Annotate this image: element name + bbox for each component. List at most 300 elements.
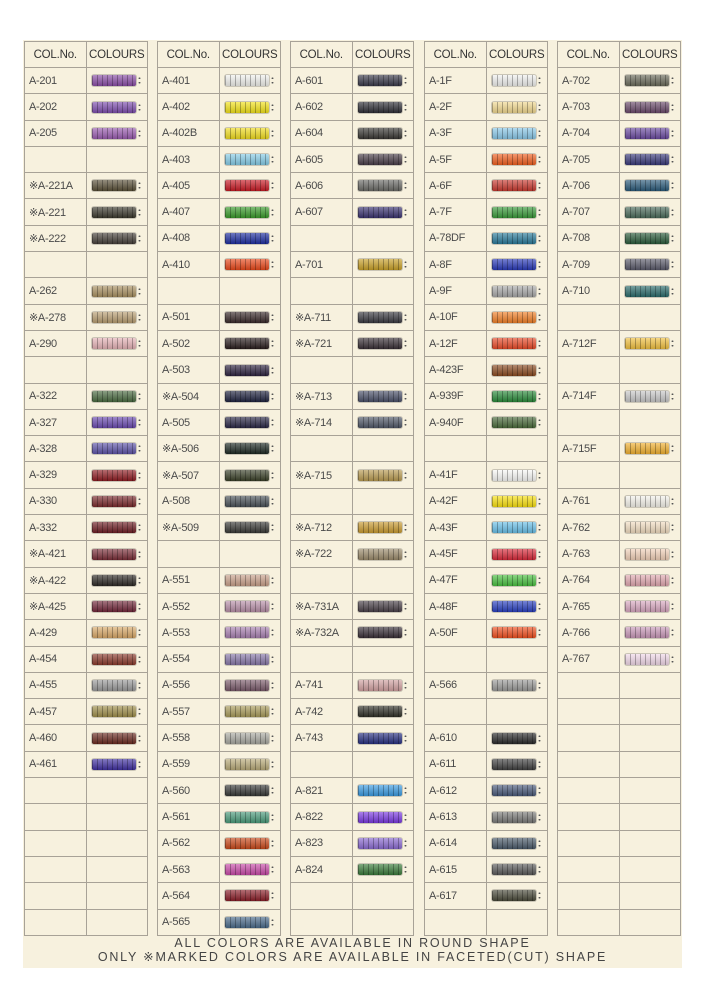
bead-swatch xyxy=(225,680,269,691)
color-number: ※A-715 xyxy=(291,462,353,488)
bead-swatch xyxy=(625,154,669,165)
bead-end-dots xyxy=(138,707,141,716)
color-swatch-cell xyxy=(619,804,681,830)
header-colours: COLOURS xyxy=(486,42,548,68)
color-swatch-cell xyxy=(219,94,281,120)
bead-swatch xyxy=(492,733,536,744)
color-number xyxy=(291,646,353,672)
color-swatch-cell xyxy=(219,699,281,725)
bead-swatch xyxy=(358,785,402,796)
table-row xyxy=(25,646,148,672)
color-number xyxy=(25,856,87,882)
color-number: A-455 xyxy=(25,672,87,698)
bead-swatch xyxy=(625,233,669,244)
color-swatch-cell xyxy=(86,646,148,672)
color-number: A-601 xyxy=(291,68,353,94)
color-swatch-cell xyxy=(219,488,281,514)
color-number: ※A-507 xyxy=(158,462,220,488)
color-swatch-cell xyxy=(219,830,281,856)
color-swatch-cell xyxy=(219,725,281,751)
table-row xyxy=(558,856,681,882)
bead-swatch xyxy=(225,785,269,796)
color-swatch-cell xyxy=(352,146,414,172)
bead-swatch xyxy=(92,680,136,691)
table-row xyxy=(558,94,681,120)
color-swatch-cell xyxy=(486,225,548,251)
bead-swatch xyxy=(625,601,669,612)
color-swatch-cell xyxy=(86,278,148,304)
bead-end-dots xyxy=(671,76,674,85)
color-number xyxy=(291,909,353,935)
color-swatch-cell xyxy=(486,541,548,567)
color-swatch-cell xyxy=(486,856,548,882)
color-swatch-cell xyxy=(86,304,148,330)
color-number: A-7F xyxy=(425,199,487,225)
bead-end-dots xyxy=(271,523,274,532)
color-swatch-cell xyxy=(219,146,281,172)
color-number: ※A-714 xyxy=(291,409,353,435)
bead-end-dots xyxy=(671,628,674,637)
color-number: A-503 xyxy=(158,357,220,383)
color-swatch-cell xyxy=(219,304,281,330)
color-swatch-cell xyxy=(619,173,681,199)
table-row xyxy=(425,199,548,225)
color-number: A-602 xyxy=(291,94,353,120)
color-swatch-cell xyxy=(86,199,148,225)
color-number xyxy=(558,357,620,383)
bead-end-dots xyxy=(671,339,674,348)
color-swatch-cell xyxy=(86,909,148,935)
color-swatch-cell xyxy=(352,383,414,409)
color-swatch-cell xyxy=(219,778,281,804)
color-swatch-cell xyxy=(352,94,414,120)
bead-end-dots xyxy=(538,129,541,138)
color-swatch-cell xyxy=(619,541,681,567)
color-swatch-cell xyxy=(86,751,148,777)
bead-swatch xyxy=(225,180,269,191)
bead-end-dots xyxy=(538,681,541,690)
bead-end-dots xyxy=(538,208,541,217)
bead-end-dots xyxy=(271,234,274,243)
color-number: A-328 xyxy=(25,436,87,462)
color-swatch-cell xyxy=(352,68,414,94)
bead-end-dots xyxy=(404,76,407,85)
color-number: A-742 xyxy=(291,699,353,725)
bead-end-dots xyxy=(538,734,541,743)
bead-swatch xyxy=(358,338,402,349)
color-number: A-508 xyxy=(158,488,220,514)
table-row xyxy=(25,883,148,909)
bead-end-dots xyxy=(271,444,274,453)
color-swatch-cell xyxy=(86,120,148,146)
table-row xyxy=(291,120,414,146)
table-row xyxy=(158,383,281,409)
color-swatch-cell xyxy=(352,173,414,199)
table-row xyxy=(425,725,548,751)
color-swatch-cell xyxy=(86,462,148,488)
table-row xyxy=(25,94,148,120)
color-number: A-617 xyxy=(425,883,487,909)
color-number: A-329 xyxy=(25,462,87,488)
table-row xyxy=(558,620,681,646)
bead-swatch xyxy=(625,180,669,191)
color-number: ※A-278 xyxy=(25,304,87,330)
footer-line-2: ONLY ※MARKED COLORS ARE AVAILABLE IN FACETED(CUT) SHAPE xyxy=(97,950,608,964)
bead-swatch xyxy=(492,812,536,823)
bead-swatch xyxy=(492,312,536,323)
bead-swatch xyxy=(92,549,136,560)
bead-end-dots xyxy=(404,523,407,532)
table-row xyxy=(158,252,281,278)
color-number: A-612 xyxy=(425,778,487,804)
bead-swatch xyxy=(358,180,402,191)
table-row xyxy=(158,199,281,225)
color-swatch-cell xyxy=(486,751,548,777)
color-swatch-cell xyxy=(619,593,681,619)
table-row xyxy=(425,856,548,882)
bead-swatch xyxy=(92,338,136,349)
table-row xyxy=(425,146,548,172)
bead-end-dots xyxy=(271,655,274,664)
color-number: A-454 xyxy=(25,646,87,672)
color-number: A-702 xyxy=(558,68,620,94)
table-row xyxy=(25,856,148,882)
bead-end-dots xyxy=(404,839,407,848)
table-row xyxy=(558,199,681,225)
table-row xyxy=(25,146,148,172)
table-row xyxy=(425,120,548,146)
bead-end-dots xyxy=(538,471,541,480)
bead-swatch xyxy=(358,312,402,323)
color-number: A-563 xyxy=(158,856,220,882)
color-number: A-607 xyxy=(291,199,353,225)
color-swatch-cell xyxy=(352,909,414,935)
color-swatch-cell xyxy=(619,462,681,488)
bead-end-dots xyxy=(538,392,541,401)
bead-end-dots xyxy=(671,576,674,585)
bead-end-dots xyxy=(671,392,674,401)
color-swatch-cell xyxy=(352,225,414,251)
color-number xyxy=(291,357,353,383)
color-column-5 xyxy=(557,41,681,936)
table-row xyxy=(558,436,681,462)
color-number: A-461 xyxy=(25,751,87,777)
color-number: A-707 xyxy=(558,199,620,225)
color-swatch-cell xyxy=(352,436,414,462)
bead-swatch xyxy=(92,207,136,218)
bead-end-dots xyxy=(138,234,141,243)
bead-swatch xyxy=(625,391,669,402)
color-swatch-cell xyxy=(486,883,548,909)
bead-swatch xyxy=(358,680,402,691)
color-swatch-cell xyxy=(219,225,281,251)
color-number: A-940F xyxy=(425,409,487,435)
color-swatch-cell xyxy=(486,146,548,172)
table-row xyxy=(25,488,148,514)
bead-swatch xyxy=(492,627,536,638)
color-number: A-715F xyxy=(558,436,620,462)
color-swatch-cell xyxy=(86,252,148,278)
bead-swatch xyxy=(625,75,669,86)
color-number: ※A-422 xyxy=(25,567,87,593)
color-number: A-6F xyxy=(425,173,487,199)
color-swatch-cell xyxy=(619,646,681,672)
bead-swatch xyxy=(92,627,136,638)
color-swatch-cell xyxy=(219,199,281,225)
bead-swatch xyxy=(492,680,536,691)
bead-end-dots xyxy=(538,576,541,585)
color-number xyxy=(558,778,620,804)
color-number: A-764 xyxy=(558,567,620,593)
table-row xyxy=(425,173,548,199)
bead-swatch xyxy=(225,522,269,533)
color-swatch-cell xyxy=(86,620,148,646)
bead-end-dots xyxy=(271,471,274,480)
bead-swatch xyxy=(92,312,136,323)
color-swatch-cell xyxy=(619,699,681,725)
color-number: A-610 xyxy=(425,725,487,751)
bead-end-dots xyxy=(404,865,407,874)
table-row xyxy=(158,357,281,383)
bead-end-dots xyxy=(404,392,407,401)
color-number: A-327 xyxy=(25,409,87,435)
bead-swatch xyxy=(225,654,269,665)
bead-end-dots xyxy=(404,103,407,112)
color-swatch-cell xyxy=(352,515,414,541)
color-number: A-613 xyxy=(425,804,487,830)
color-number xyxy=(158,541,220,567)
bead-end-dots xyxy=(271,707,274,716)
color-number: A-505 xyxy=(158,409,220,435)
table-row xyxy=(158,909,281,935)
bead-swatch xyxy=(92,391,136,402)
table-row xyxy=(558,304,681,330)
table-row xyxy=(425,804,548,830)
color-swatch-cell xyxy=(619,436,681,462)
bead-swatch xyxy=(358,75,402,86)
table-row xyxy=(158,778,281,804)
bead-swatch xyxy=(225,917,269,928)
bead-end-dots xyxy=(138,550,141,559)
bead-end-dots xyxy=(271,786,274,795)
color-number: A-557 xyxy=(158,699,220,725)
color-swatch-cell xyxy=(86,146,148,172)
table-row xyxy=(158,330,281,356)
color-swatch-cell xyxy=(352,409,414,435)
color-number xyxy=(558,830,620,856)
color-swatch-cell xyxy=(619,909,681,935)
bead-end-dots xyxy=(404,129,407,138)
bead-swatch xyxy=(358,154,402,165)
color-number: A-423F xyxy=(425,357,487,383)
table-row xyxy=(158,515,281,541)
color-swatch-cell xyxy=(86,672,148,698)
bead-end-dots xyxy=(404,550,407,559)
color-swatch-cell xyxy=(486,804,548,830)
color-swatch-cell xyxy=(219,252,281,278)
table-row xyxy=(425,383,548,409)
color-swatch-cell xyxy=(86,488,148,514)
bead-end-dots xyxy=(538,181,541,190)
bead-end-dots xyxy=(138,181,141,190)
bead-end-dots xyxy=(671,155,674,164)
bead-swatch xyxy=(492,128,536,139)
table-row xyxy=(158,541,281,567)
color-number: A-1F xyxy=(425,68,487,94)
color-swatch-cell xyxy=(486,620,548,646)
table-row xyxy=(291,883,414,909)
color-swatch-cell xyxy=(619,672,681,698)
color-number xyxy=(558,804,620,830)
bead-end-dots xyxy=(538,287,541,296)
bead-swatch xyxy=(492,575,536,586)
color-number: A-553 xyxy=(158,620,220,646)
color-number: A-552 xyxy=(158,593,220,619)
bead-swatch xyxy=(225,312,269,323)
color-swatch-cell xyxy=(619,751,681,777)
bead-swatch xyxy=(92,654,136,665)
color-number: ※A-731A xyxy=(291,593,353,619)
bead-swatch xyxy=(492,338,536,349)
color-number: A-822 xyxy=(291,804,353,830)
table-row xyxy=(425,225,548,251)
color-table xyxy=(290,41,414,936)
color-number xyxy=(558,883,620,909)
bead-swatch xyxy=(625,443,669,454)
table-row xyxy=(291,515,414,541)
bead-swatch xyxy=(492,233,536,244)
color-swatch-cell xyxy=(86,94,148,120)
table-row xyxy=(158,699,281,725)
table-row xyxy=(558,778,681,804)
color-number: A-201 xyxy=(25,68,87,94)
table-row xyxy=(558,515,681,541)
color-number: A-564 xyxy=(158,883,220,909)
color-number: A-43F xyxy=(425,515,487,541)
bead-end-dots xyxy=(271,155,274,164)
header-col-no: COL.No. xyxy=(558,42,620,68)
table-row xyxy=(558,646,681,672)
color-number: A-706 xyxy=(558,173,620,199)
color-swatch-cell xyxy=(219,278,281,304)
header-colours: COLOURS xyxy=(352,42,414,68)
color-number xyxy=(25,830,87,856)
color-number: A-205 xyxy=(25,120,87,146)
bead-swatch xyxy=(625,207,669,218)
color-number: A-457 xyxy=(25,699,87,725)
bead-swatch xyxy=(625,522,669,533)
color-number: A-565 xyxy=(158,909,220,935)
table-row xyxy=(558,120,681,146)
bead-end-dots xyxy=(404,208,407,217)
table-row xyxy=(25,383,148,409)
color-swatch-cell xyxy=(352,252,414,278)
color-number xyxy=(558,699,620,725)
bead-end-dots xyxy=(271,208,274,217)
bead-swatch xyxy=(492,864,536,875)
bead-swatch xyxy=(492,496,536,507)
color-number: A-712F xyxy=(558,330,620,356)
color-number: A-48F xyxy=(425,593,487,619)
table-row xyxy=(558,541,681,567)
bead-end-dots xyxy=(538,76,541,85)
table-row xyxy=(291,225,414,251)
color-swatch-cell xyxy=(619,883,681,909)
bead-end-dots xyxy=(138,602,141,611)
table-row xyxy=(158,278,281,304)
table-row xyxy=(291,567,414,593)
bead-swatch xyxy=(225,391,269,402)
color-swatch-cell xyxy=(486,567,548,593)
table-row xyxy=(291,909,414,935)
bead-end-dots xyxy=(138,313,141,322)
bead-end-dots xyxy=(671,287,674,296)
color-column-4 xyxy=(424,41,548,936)
color-swatch-cell xyxy=(486,725,548,751)
color-swatch-cell xyxy=(219,620,281,646)
color-number xyxy=(425,436,487,462)
bead-swatch xyxy=(625,575,669,586)
bead-end-dots xyxy=(671,523,674,532)
bead-swatch xyxy=(492,180,536,191)
color-number xyxy=(558,751,620,777)
color-number: A-767 xyxy=(558,646,620,672)
color-swatch-cell xyxy=(486,436,548,462)
bead-end-dots xyxy=(271,76,274,85)
bead-end-dots xyxy=(271,628,274,637)
bead-end-dots xyxy=(404,155,407,164)
table-row xyxy=(291,252,414,278)
color-number: A-8F xyxy=(425,252,487,278)
color-number: ※A-221 xyxy=(25,199,87,225)
table-row xyxy=(158,120,281,146)
table-row xyxy=(558,751,681,777)
color-number: A-322 xyxy=(25,383,87,409)
color-column-2 xyxy=(157,41,281,936)
color-swatch-cell xyxy=(352,304,414,330)
bead-swatch xyxy=(358,128,402,139)
color-swatch-cell xyxy=(486,199,548,225)
table-row xyxy=(25,330,148,356)
table-row xyxy=(25,725,148,751)
table-row xyxy=(158,68,281,94)
bead-swatch xyxy=(92,417,136,428)
bead-end-dots xyxy=(404,813,407,822)
color-number: ※A-421 xyxy=(25,541,87,567)
table-row xyxy=(291,620,414,646)
color-number xyxy=(558,672,620,698)
color-number: A-743 xyxy=(291,725,353,751)
color-swatch-cell xyxy=(219,883,281,909)
color-number: ※A-221A xyxy=(25,173,87,199)
table-row xyxy=(25,199,148,225)
color-swatch-cell xyxy=(619,225,681,251)
bead-end-dots xyxy=(671,103,674,112)
color-number: A-12F xyxy=(425,330,487,356)
color-swatch-cell xyxy=(486,304,548,330)
table-row xyxy=(25,515,148,541)
table-row xyxy=(291,94,414,120)
table-row xyxy=(425,567,548,593)
color-swatch-cell xyxy=(486,515,548,541)
bead-swatch xyxy=(225,417,269,428)
color-number: A-262 xyxy=(25,278,87,304)
color-swatch-cell xyxy=(219,567,281,593)
color-number: ※A-425 xyxy=(25,593,87,619)
bead-end-dots xyxy=(271,260,274,269)
bead-swatch xyxy=(358,838,402,849)
bead-swatch xyxy=(492,470,536,481)
